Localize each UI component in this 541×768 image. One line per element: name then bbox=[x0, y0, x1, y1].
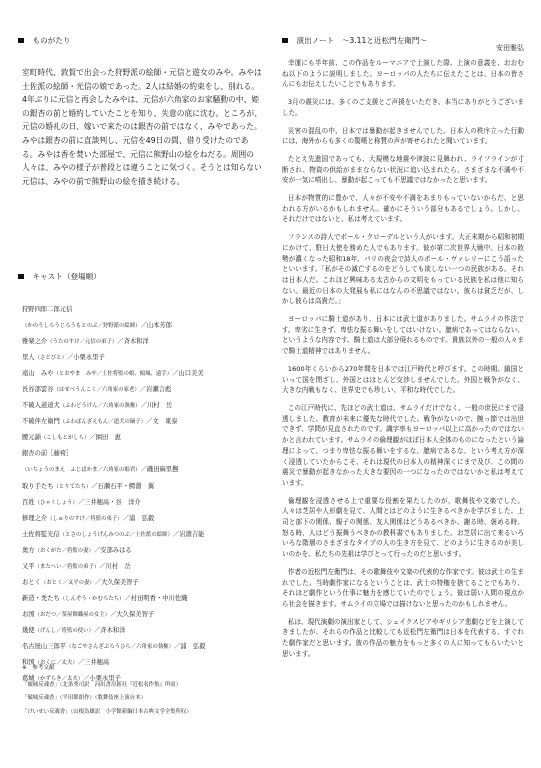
cast-separator: ／ bbox=[122, 514, 129, 522]
cast-entry bbox=[22, 382, 263, 398]
cast-reading: （とさのしょうげんみつのぶ／土佐派の絵師） bbox=[59, 531, 173, 538]
cast-heading-text: キャスト（登場順） bbox=[32, 272, 101, 281]
cast-entry bbox=[22, 398, 263, 414]
cast-separator: ／ bbox=[172, 370, 179, 378]
cast-actor: 山口美美 bbox=[178, 370, 204, 378]
cast-role: 修理之介 bbox=[22, 514, 48, 522]
essay-paragraph: フランスの詩人でポール・クローデルという人がいます。大正末期から昭和初期にかけて、駐日大使を務めた人でもあります。彼が第二次世界大戦中、日本の敗勢が濃くなった昭和18年、パリの夜会で詩人のポール・ヴァレリーにこう語ったといいます。「私がその滅亡するのをどうしても欲しない一つの民族がある。それは日本人だ。これほど興味ある太古からの文明をもっている民族を私は他に知らない。最近の日本の大発展も私にはなんの不思議ではない。彼らは貧乏だが、しかし彼らは高貴だ。」 bbox=[282, 233, 524, 306]
cast-entry bbox=[22, 334, 263, 350]
cast-role: 長谷部雲谷 bbox=[22, 386, 54, 394]
essay-paragraph: 3月の震災には、多くのご支援とご声援をいただき、本当にありがとうございました。 bbox=[282, 98, 524, 117]
cast-reading: （とりてたち） bbox=[53, 483, 92, 490]
essay-paragraph: 日本が物質的に豊かで、人々が不安や不満をあまりもっていないからだ、と思われる方がいるかもしれません。確かにそういう部分もあるでしょう。しかし、それだけではないと、私は考えています。 bbox=[282, 194, 524, 224]
reference-item: 「けいせい反魂香」（山根為雄訳 小学館新編日本古典文学全集所収） bbox=[22, 708, 192, 715]
cast-actor: 大久保美智子 bbox=[116, 610, 155, 618]
cast-entry bbox=[22, 430, 263, 446]
cast-separator: ／ bbox=[117, 338, 124, 346]
essay-paragraph: この江戸時代に、先ほどの武士道は、サムライだけでなく、一般の庶民にまで浸透しました。教育が未来に優先な時代でした。戦争がないので、腕っ節では出世できず、学問が見直されたのです。識字率もヨーロッパ以上に高かったのではないかと言われています。サムライの倫理観がほぼ日本人全体のものになったという論理によって、つまり卑怯な振る舞いをするな、臆病であるな、という考え方が深く浸透していたからこそ、それは現代の日本人の精神深くにまで及び、この間の震災で暴動が起きなかった大きな要因の一つになったのではないかと私は考えています。 bbox=[282, 403, 524, 487]
cast-actor: 安部みはる bbox=[100, 546, 132, 554]
cast-actor: 文 東泰 bbox=[152, 418, 178, 426]
cast-entry bbox=[22, 639, 263, 655]
cast-role: 不破入道道犬 bbox=[22, 402, 60, 410]
cast-separator: ／ bbox=[173, 642, 181, 650]
cast-separator: ／ bbox=[110, 610, 117, 618]
cast-reading: （ふわばんざえもん／道犬の嫡子） bbox=[59, 419, 147, 426]
cast-entry bbox=[22, 575, 263, 591]
square-bullet-icon bbox=[18, 38, 24, 44]
cast-reading: （おくに／太夫） bbox=[34, 660, 78, 667]
cast-actor: 斉木和洋 bbox=[123, 338, 149, 346]
essay-paragraph: 幸運にも半年前、この作品をルーマニアで上演した際、上演の意義を、おおむね以下のように説明しました。ヨーロッパの人たちに伝えたことは、日本の皆さんにもお伝えしたいことでもあります。 bbox=[282, 59, 524, 89]
cast-separator: ／ bbox=[83, 675, 90, 683]
cast-actor: 三井穂高・谷 洋介 bbox=[84, 498, 141, 506]
cast-reading: （なごやさんざぶろうひら／六角家の執権） bbox=[66, 643, 174, 650]
cast-reading: （おくがた／将監の妻） bbox=[34, 547, 94, 554]
cast-role: 腰元韻 bbox=[22, 434, 41, 442]
cast-entry bbox=[22, 623, 263, 639]
cast-entry bbox=[22, 479, 263, 495]
cast-actor: 川村 岳 bbox=[105, 562, 131, 570]
cast-reading: （おだつ／茶屋舞職屋の女主） bbox=[34, 611, 111, 618]
cast-actor: 小栗永里子 bbox=[73, 354, 105, 362]
cast-separator: ／ bbox=[139, 386, 147, 394]
cast-entry bbox=[22, 414, 263, 430]
cast-entry bbox=[22, 527, 263, 543]
cast-list bbox=[22, 302, 263, 687]
cast-entry bbox=[22, 366, 263, 382]
cast-actor: 大久保美智子 bbox=[101, 578, 139, 586]
cast-entry bbox=[22, 607, 263, 623]
cast-role: 取り手たち bbox=[22, 482, 54, 490]
cast-reading: （いちょうのまえ ふじばかま／六角家の姫君） bbox=[22, 467, 141, 474]
cast-role: 和国 bbox=[22, 659, 35, 667]
cast-separator: ／ bbox=[172, 530, 180, 538]
essay-body bbox=[282, 58, 524, 666]
cast-role: 葛城 bbox=[22, 675, 35, 683]
cast-actor: 石瀬石平・鰐淵 翼 bbox=[97, 482, 155, 490]
cast-separator: ／ bbox=[146, 418, 153, 426]
cast-entry bbox=[22, 318, 263, 334]
cast-separator: ／ bbox=[94, 578, 102, 586]
cast-role: 名古屋山三郎平 bbox=[22, 642, 67, 650]
essay-paragraph: 1600年くらいから270年間を日本では江戸時代と呼びます。この時期、鎖国といって国を閉ざし、外国とはほとんど交渉しませんでした。外国と戦争がなく、大きな内戦もなく、世界史でも珍しい、平和な時代でした。 bbox=[282, 364, 524, 395]
cast-separator: ／ bbox=[140, 402, 147, 410]
cast-reading: （とおやま みや／土佐将監の娘、傾城、遠手） bbox=[53, 371, 173, 378]
cast-reading: （またへい／将監の弟子） bbox=[34, 563, 100, 570]
square-bullet-icon bbox=[282, 38, 288, 44]
cast-heading bbox=[18, 272, 101, 281]
cast-role: 奥方 bbox=[22, 546, 35, 554]
cast-actor: 斉木和洋 bbox=[100, 626, 126, 634]
cast-actor: 山本芳郎 bbox=[146, 322, 173, 330]
cast-separator: ／ bbox=[99, 562, 106, 570]
cast-reading: （おとく／又平の妻） bbox=[40, 579, 95, 586]
references-list bbox=[22, 679, 263, 719]
cast-role: 新造・禿たち bbox=[22, 594, 60, 602]
cast-role: 不破伴左衛門 bbox=[22, 418, 60, 426]
cast-reading: （はせべうんこく／六角家の家老） bbox=[53, 387, 140, 394]
cast-actor: 園田 恵 bbox=[95, 434, 121, 442]
cast-role: 百姓 bbox=[22, 498, 35, 506]
cast-reading: （しゅりのすけ／将監の弟子） bbox=[47, 515, 123, 522]
cast-entry bbox=[22, 302, 263, 318]
cast-separator: ／ bbox=[66, 354, 74, 362]
cast-separator: ／ bbox=[93, 626, 101, 634]
cast-entry bbox=[22, 495, 263, 511]
cast-actor: 岩淵吉能 bbox=[179, 530, 205, 538]
cast-role: 土佐将監光信 bbox=[22, 530, 60, 538]
essay-paragraph: 災害の混乱の中、日本では暴動が起きませんでした。日本人の秩序立った行動には、海外からも多くの驚嘆と称賛の声が寄せられたと聞いています。 bbox=[282, 126, 524, 146]
essay-paragraph: 作者の近松門左衛門は、その歌舞伎や文楽の代表的な作家です。彼は武士の生まれでした。当時劇作家になるということは、武士の特権を捨てることでもあり、それほど劇作という仕事に魅力を感じていたのでしょう。彼は弱い人間の視点から社会を描きます。サムライの立場では描けないと思ったのかもしれません。 bbox=[282, 567, 524, 608]
cast-role: 遠山 みや bbox=[22, 370, 54, 378]
cast-entry bbox=[22, 655, 263, 671]
cast-actor: 川村 岳 bbox=[146, 402, 173, 410]
cast-separator: ／ bbox=[140, 322, 147, 330]
cast-role: おとく bbox=[22, 578, 41, 586]
cast-actor: 岩瀬言彪 bbox=[146, 386, 172, 394]
cast-entry bbox=[22, 543, 263, 559]
cast-reading: （かずらき／太夫） bbox=[34, 676, 84, 683]
cast-entry bbox=[22, 350, 263, 366]
cast-entry bbox=[22, 591, 263, 607]
cast-role: 狩野四郎二郎元信 bbox=[22, 306, 73, 313]
essay-author: 安田雅弘 bbox=[496, 44, 524, 52]
cast-reading: （げんし／将監の使い） bbox=[34, 627, 94, 634]
cast-separator: ／ bbox=[140, 466, 147, 474]
story-heading-text: ものがたり bbox=[32, 36, 71, 45]
essay-heading bbox=[282, 36, 427, 45]
cast-reading: （ふわどうけん／六角家の執権） bbox=[59, 403, 141, 410]
square-bullet-icon bbox=[18, 274, 24, 280]
cast-actor: 三井穂高 bbox=[84, 659, 110, 667]
cast-entry bbox=[22, 462, 263, 478]
cast-role: 又平 bbox=[22, 562, 35, 570]
cast-separator: ／ bbox=[77, 498, 85, 506]
essay-paragraph: 倫理観を浸透させる上で重要な役割を果たしたのが、歌舞伎や文楽でした。人々は芝居や人形劇を見て、人間とはどのように生きるべきかを学びました。上司と部下の関係、親子の関係、友人関係はどうあるべきか、謝る時、褒める時、怒る時、人はどう振舞うべきかの教科書でもありました。お芝居に出て来るいろいろな階層のさまざまなタイプの人の生き方を見て、どのように生きるのが美しいのかを、私たちの先祖は学びとって行ったのだと思います。 bbox=[282, 496, 524, 559]
cast-actor: 小栗永里子 bbox=[89, 675, 121, 683]
reference-item: 「傾城反魂香」（北条秀司訳 河出書房新社『近松名作集』所収） bbox=[22, 682, 182, 688]
cast-separator: ／ bbox=[93, 546, 101, 554]
cast-actor: 浦 弘毅 bbox=[180, 642, 206, 650]
reference-item: 「傾城反魂香」（平田節朗作）（歌舞伎座上演台本） bbox=[22, 695, 146, 702]
cast-separator: ／ bbox=[77, 659, 85, 667]
cast-reading: （しんぞう・かむろたち） bbox=[59, 595, 125, 602]
cast-actor: 村田明香・中川佐織 bbox=[130, 594, 188, 602]
cast-role: 里人 bbox=[22, 354, 35, 362]
essay-paragraph: たとえ先進国であっても、大規模な地震や津波に見舞われ、ライフラインが寸断され、物資の供給がままならない状況に追い込まれたら、さまざまな不満や不安が一気に噴出し、暴動が起こっても不思議ではなかったと思います。 bbox=[282, 154, 524, 185]
cast-separator: ／ bbox=[89, 434, 96, 442]
cast-role: お国 bbox=[22, 610, 35, 618]
essay-paragraph: ヨーロッパに騎士道があり、日本には武士道がありました。サムライの作法です。卑劣に生きず、卑怯な振る舞いをしてはいけない。臆病であってはならない、というような内容です。騎士道は大部分廃れるものです。貴族以外の一般の人々まで騎士道精神ではありません。 bbox=[282, 315, 524, 356]
cast-entry bbox=[22, 446, 263, 462]
essay-heading-text: 演出ノート ～3.11と近松門左衛門～ bbox=[296, 36, 428, 45]
cast-entry bbox=[22, 559, 263, 575]
cast-role: 銀杏の前［藤袴］ bbox=[22, 450, 73, 458]
cast-role: 雅楽之介 bbox=[22, 338, 48, 346]
cast-separator: ／ bbox=[124, 594, 131, 602]
story-body: 室町時代、敦賀で出会った狩野派の絵師・元信と遊女のみや。みやは土佐派の絵師・光信の娘であった。2人は結婚の約束をし、別れる。4年ぶりに元信と再会したみやは、元信が六角家のお家騒動の中、姫の銀杏の前と婚約していたことを知り、失意の底に沈む。ところが、元信の婚礼の日、嫁いで来たのは銀杏の前ではなく、みやであった。みやは銀杏の前に直談判し、元信を49日の間、借り受けたのである。みやは香を焚いた部屋で、元信に熊野山の絵をねだる。周囲の人々は、みやの様子が普段とは違うことに気づく。そうとは知らない元信は、みやの前で熊野山の絵を描き続ける。 bbox=[22, 68, 262, 186]
cast-reading: （ひゃくしょう） bbox=[34, 499, 78, 506]
cast-separator: ／ bbox=[91, 482, 98, 490]
cast-reading: （かのうしろうじろうもとのぶ／狩野派の絵師） bbox=[22, 323, 141, 330]
cast-reading: （こしもとがしら） bbox=[40, 435, 90, 442]
cast-reading: （さとびと） bbox=[34, 355, 67, 362]
essay-paragraph: 私は、現代演劇の演出家として、シェイクスピアやギリシア悲劇などを上演してきましたが、それらの作品と比較しても近松門左衛門は日本を代表する、すぐれた劇作家だと思います。彼の作品の魅力をもっと多くの人に知ってもらいたいと思います。 bbox=[282, 617, 524, 658]
cast-entry bbox=[22, 511, 263, 527]
cast-reading: （うたのすけ／元信の弟子） bbox=[47, 339, 118, 346]
references-heading: ※ 参考文献 bbox=[22, 665, 55, 671]
cast-actor: 浦 弘毅 bbox=[128, 514, 155, 522]
story-heading bbox=[18, 36, 70, 45]
cast-actor: 磯田麻里撫 bbox=[146, 466, 179, 474]
cast-role: 幾使 bbox=[22, 626, 35, 634]
